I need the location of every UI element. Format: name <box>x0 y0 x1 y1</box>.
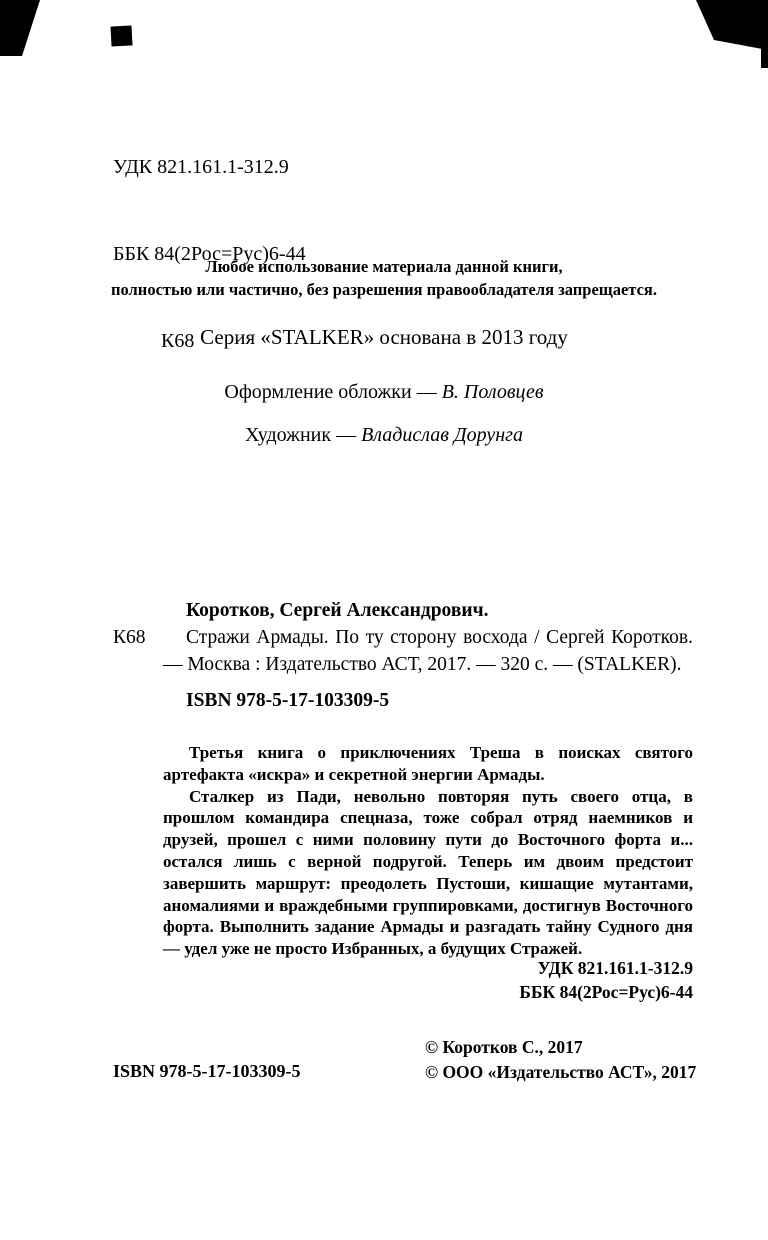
scan-artifact-square <box>110 25 132 46</box>
annotation <box>163 742 693 960</box>
udk-code-top: УДК 821.161.1-312.9 <box>113 156 289 178</box>
cover-designer-name: В. Половцев <box>441 381 544 403</box>
udk-code-right: УДК 821.161.1-312.9 <box>537 958 693 978</box>
bibliographic-record <box>113 597 693 714</box>
annotation-paragraph-1: Третья книга о приключениях Треша в поисках святого артефакта «искра» и секретной энергии Армады. <box>163 743 693 784</box>
scan-artifact-right-edge <box>761 0 768 68</box>
usage-notice-line2: полностью или частично, без разрешения правообладателя запрещается. <box>111 280 657 299</box>
author-sign-top: К68 <box>161 330 195 352</box>
bbk-code-top: ББК 84(2Рос=Рус)6-44 <box>113 243 306 265</box>
copyright-author: © Коротков С., 2017 <box>425 1037 583 1057</box>
cover-design-label: Оформление обложки — <box>224 381 442 403</box>
artist-label: Художник — <box>245 424 362 446</box>
artist-name: Владислав Дорунга <box>361 424 523 446</box>
artist-credit <box>0 424 768 447</box>
scan-artifact-top-left <box>0 0 40 56</box>
bib-entry <box>113 624 693 678</box>
bib-author-heading: Коротков, Сергей Александрович. <box>186 600 489 621</box>
scan-artifact-top-right <box>696 0 768 50</box>
copyright-publisher: © ООО «Издательство АСТ», 2017 <box>425 1062 697 1082</box>
usage-notice-line1: Любое использование материала данной книги, <box>205 257 563 276</box>
classification-codes-right <box>163 956 693 1004</box>
isbn-middle: ISBN 978-5-17-103309-5 <box>186 690 390 711</box>
usage-notice <box>0 255 768 301</box>
series-statement: Серия «STALKER» основана в 2013 году <box>200 325 568 349</box>
bbk-code-right: ББК 84(2Рос=Рус)6-44 <box>519 982 693 1002</box>
annotation-paragraph-2: Сталкер из Пади, невольно повторяя путь своего отца, в прошлом командира спецназа, тоже собрал отряд наемников и друзей, прошел с ними половину пути до Восточного форта и... остался лишь с верной подругой. Теперь им двоим предстоит завершить маршрут: преодолеть Пустоши, кишащие мутантами, аномалиями и враждебными группировками, достигнув Восточного форта. Выполнить задание Армады и разгадать тайну Судного дня — удел уже не просто Избранных, а будущих Стражей. <box>163 786 693 959</box>
author-sign-entry: К68 <box>113 627 146 648</box>
bib-entry-text: Стражи Армады. По ту сторону восхода / Сергей Коротков. — Москва : Издательство АСТ, 2017. — 320 с. — (STALKER). <box>163 627 693 675</box>
isbn-bottom: ISBN 978-5-17-103309-5 <box>113 1061 301 1081</box>
cover-design-credit <box>0 381 768 404</box>
